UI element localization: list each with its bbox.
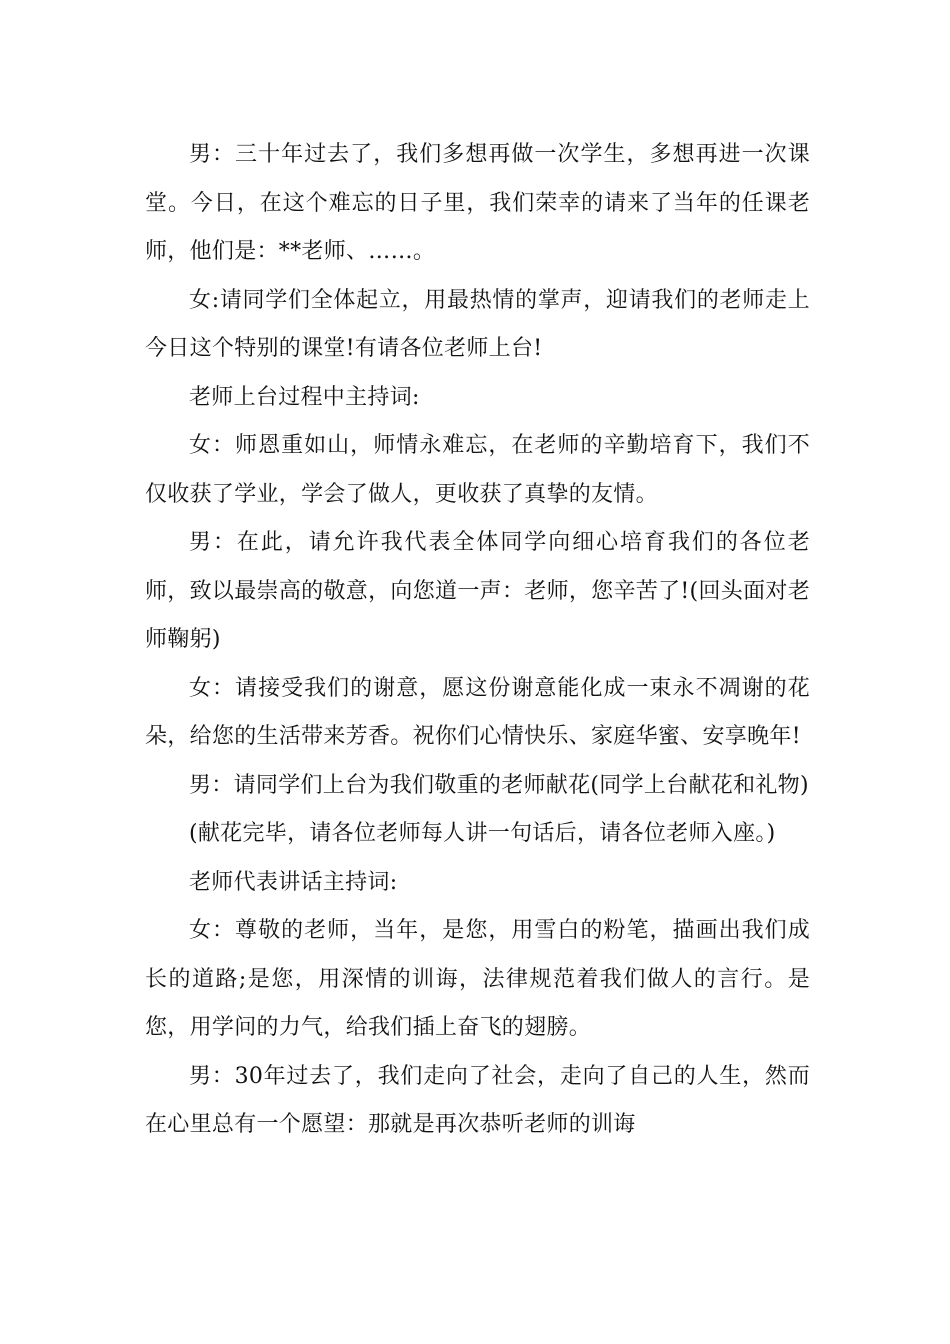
paragraph: 男：三十年过去了，我们多想再做一次学生，多想再进一次课堂。今日，在这个难忘的日子里，我们荣幸的请来了当年的任课老师，他们是：**老师、……。 — [145, 142, 810, 264]
paragraph: 老师代表讲话主持词: — [189, 869, 398, 895]
document-body — [145, 131, 810, 1150]
paragraph: 女:请同学们全体起立，用最热情的掌声，迎请我们的老师走上今日这个特别的课堂!有请各位老师上台! — [145, 287, 810, 361]
paragraph: 男：30年过去了，我们走向了社会，走向了自己的人生，然而在心里总有一个愿望：那就是再次恭听老师的训诲 — [145, 1063, 810, 1137]
paragraph: 老师上台过程中主持词: — [189, 384, 420, 410]
paragraph: 女：师恩重如山，师情永难忘，在老师的辛勤培育下，我们不仅收获了学业，学会了做人，更收获了真挚的友情。 — [145, 433, 810, 507]
paragraph: (献花完毕，请各位老师每人讲一句话后，请各位老师入座。) — [189, 821, 776, 846]
paragraph: 男：请同学们上台为我们敬重的老师献花(同学上台献花和礼物) — [189, 772, 809, 798]
paragraph: 女：请接受我们的谢意，愿这份谢意能化成一束永不凋谢的花朵，给您的生活带来芳香。祝你们心情快乐、家庭华蜜、安享晚年! — [145, 675, 810, 749]
paragraph: 女：尊敬的老师，当年，是您，用雪白的粉笔，描画出我们成长的道路;是您，用深情的训诲，法律规范着我们做人的言行。是您，用学问的力气，给我们插上奋飞的翅膀。 — [145, 918, 810, 1040]
paragraph: 男：在此，请允许我代表全体同学向细心培育我们的各位老师，致以最崇高的敬意，向您道一声：老师，您辛苦了!(回头面对老师鞠躬) — [145, 530, 810, 652]
